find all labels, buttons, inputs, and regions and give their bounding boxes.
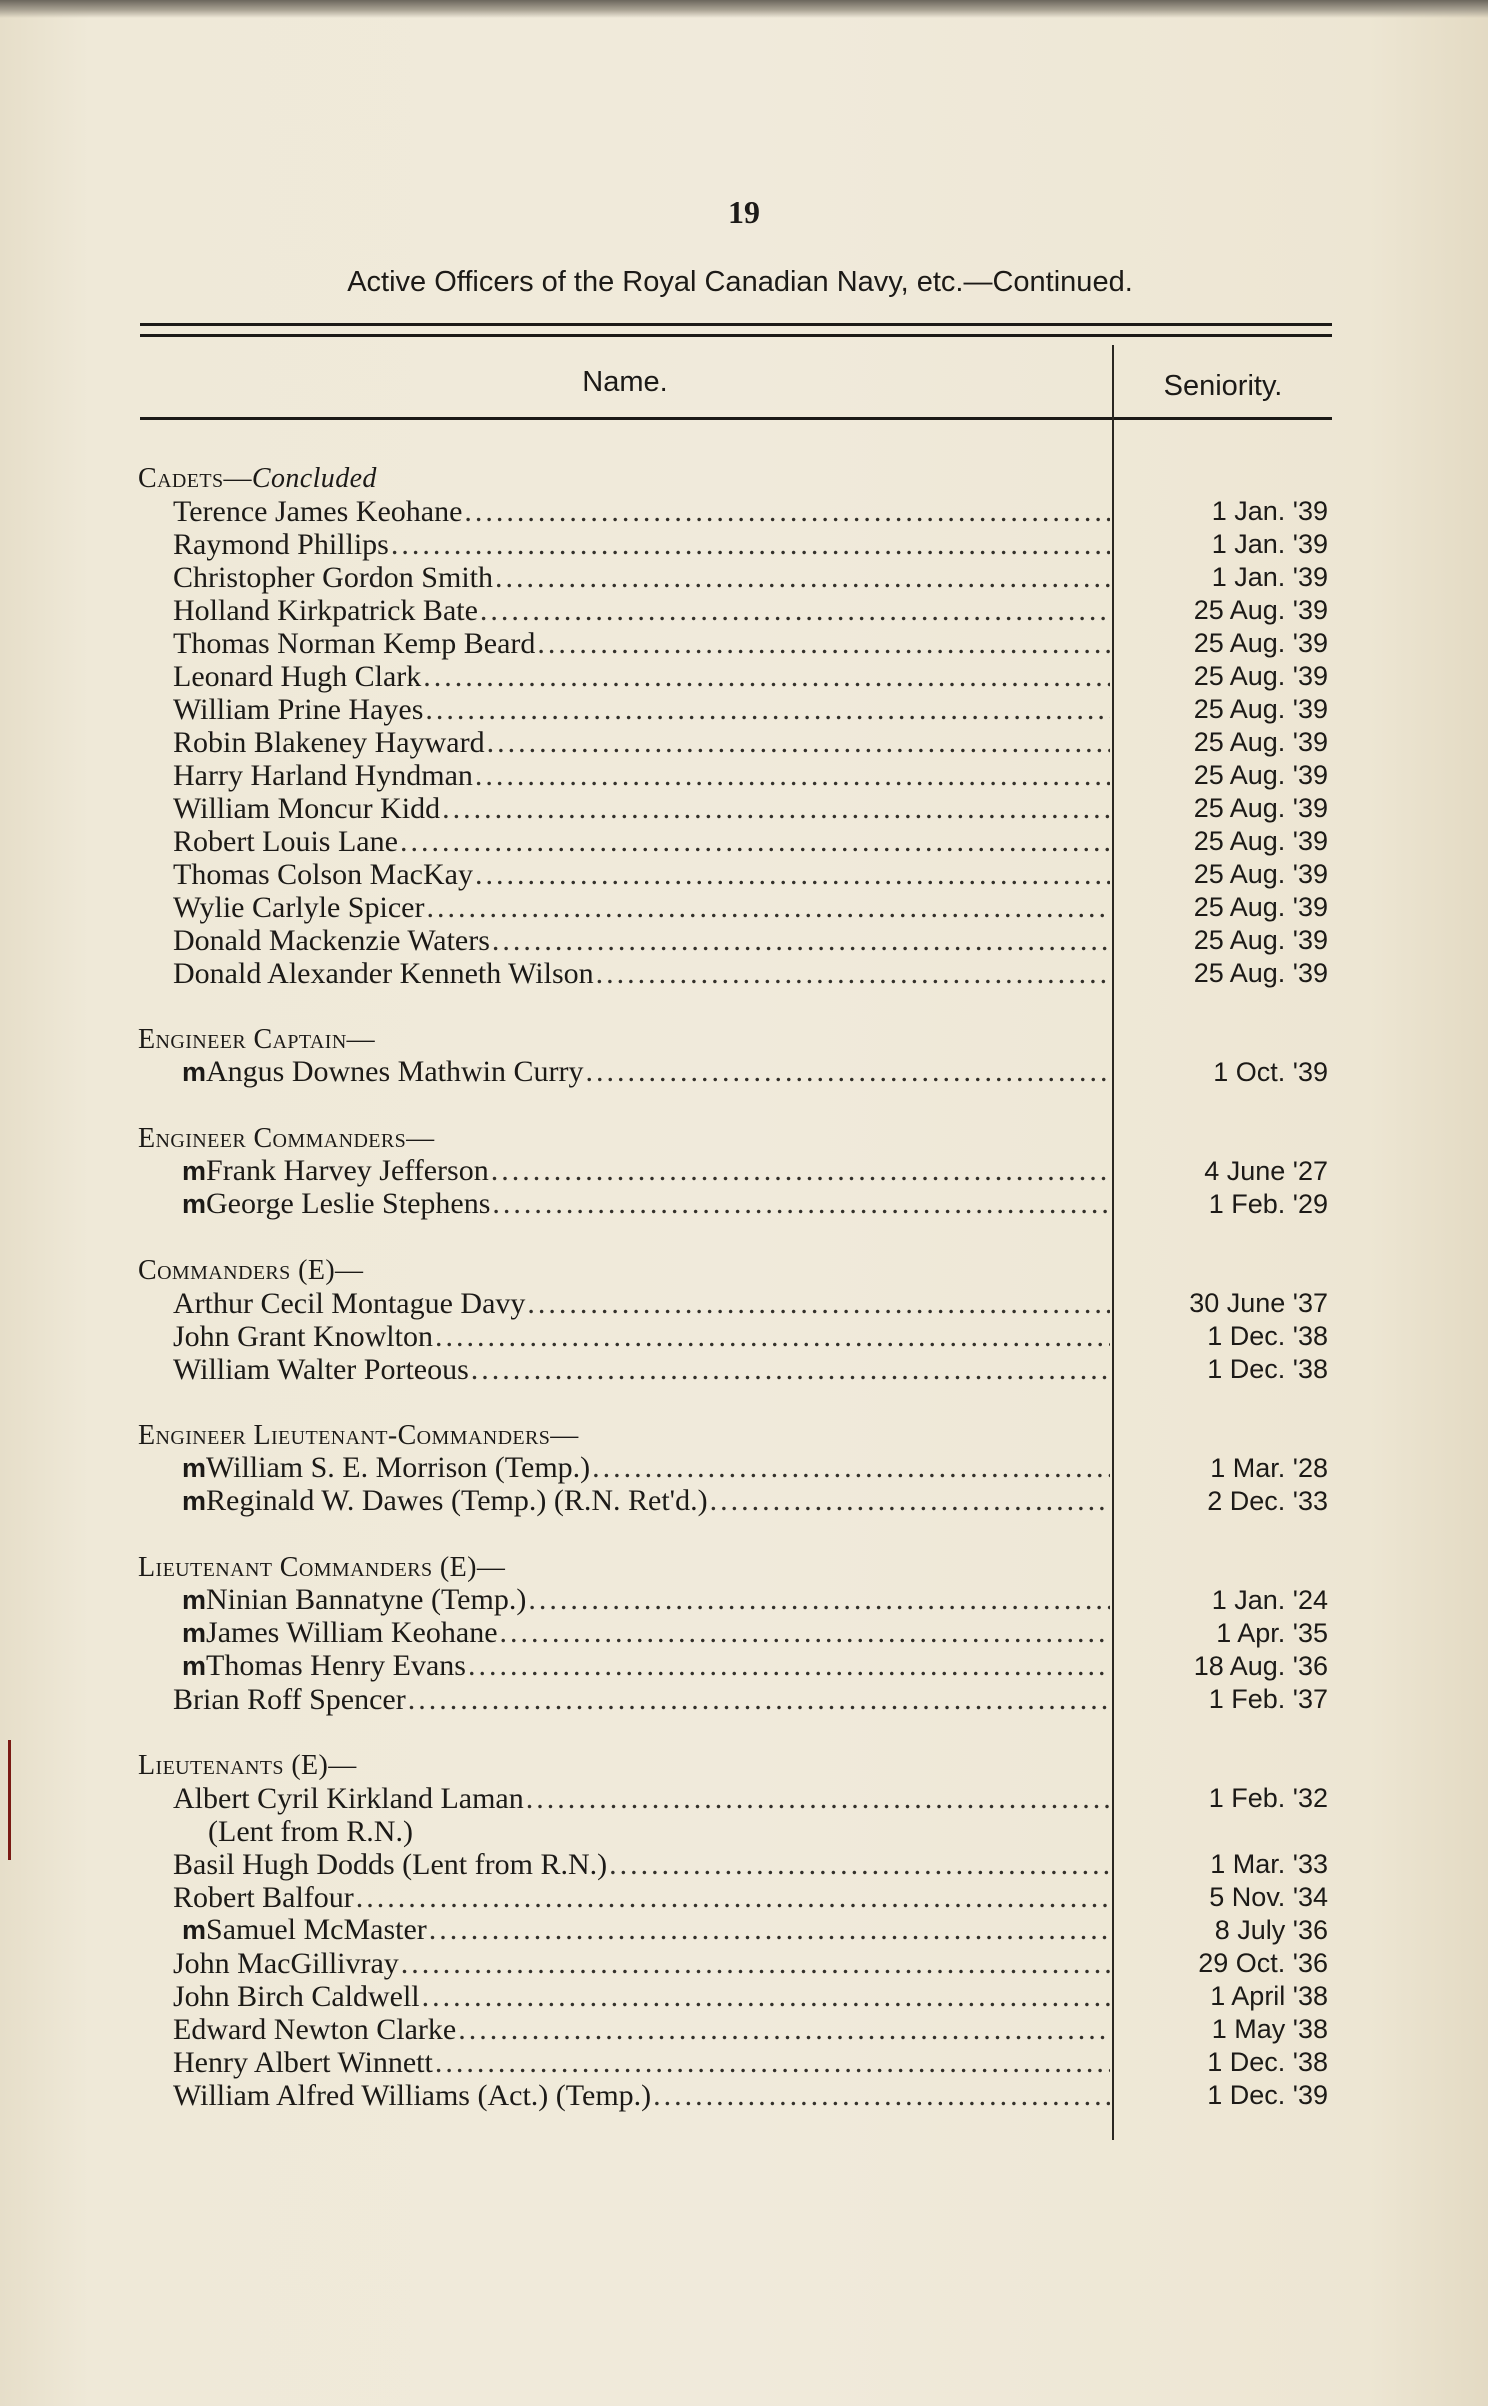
- column-header-name: Name.: [582, 366, 668, 398]
- seniority-date: 25 Aug. '39: [1193, 826, 1328, 856]
- officer-name-cell: [138, 1187, 1110, 1221]
- dot-leader: [584, 1055, 1111, 1089]
- dot-leader: [489, 1154, 1110, 1188]
- officer-name-cell: [138, 2079, 1110, 2112]
- officer-name-text: Holland Kirkpatrick Bate: [173, 594, 478, 627]
- dot-leader: [420, 1980, 1110, 2013]
- officer-name-text: William Moncur Kidd: [173, 792, 441, 825]
- officer-name-cell: [138, 1055, 1110, 1089]
- officer-name-text: Wylie Carlyle Spicer: [173, 891, 425, 924]
- page-top-edge: [0, 0, 1488, 18]
- seniority-date: 25 Aug. '39: [1193, 925, 1328, 955]
- section-heading: [138, 1419, 1334, 1452]
- officer-row: [138, 495, 1334, 528]
- seniority-date: 1 Dec. '38: [1207, 1321, 1328, 1351]
- officer-row: [138, 1155, 1334, 1188]
- officer-row: [138, 1683, 1334, 1716]
- seniority-date: 25 Aug. '39: [1193, 628, 1328, 658]
- officer-name: [138, 2046, 433, 2079]
- section: [138, 1551, 1334, 1716]
- officer-mark: m: [182, 1057, 207, 1087]
- officer-name: [138, 594, 478, 627]
- dot-leader: [490, 1187, 1110, 1221]
- officer-row: [138, 1650, 1334, 1683]
- officer-name-text: Henry Albert Winnett: [173, 2046, 433, 2079]
- seniority-date: 25 Aug. '39: [1193, 661, 1328, 691]
- dot-leader: [440, 792, 1110, 825]
- seniority-date: 1 Jan. '39: [1211, 496, 1328, 526]
- officer-name-cell: [138, 528, 1110, 561]
- dot-leader: [389, 528, 1110, 561]
- officer-name-text: Ninian Bannatyne (Temp.): [206, 1583, 527, 1616]
- officer-name-text: Albert Cyril Kirkland Laman: [173, 1782, 524, 1815]
- dot-leader: [421, 660, 1110, 693]
- officer-name-cell: [138, 693, 1110, 726]
- officer-row: [138, 759, 1334, 792]
- officer-name: [138, 825, 398, 858]
- officer-name: [138, 1451, 590, 1485]
- officer-row: [138, 1056, 1334, 1089]
- dot-leader: [524, 1782, 1110, 1815]
- officer-name-text: Terence James Keohane: [173, 495, 463, 528]
- officer-name: [138, 693, 423, 726]
- dot-leader: [433, 1320, 1110, 1353]
- officer-name: [138, 1947, 399, 1980]
- officer-row: [138, 627, 1334, 660]
- dot-leader: [535, 627, 1110, 660]
- officer-name-cell: [138, 1154, 1110, 1188]
- officer-name: [138, 1154, 489, 1188]
- officer-name-cell: [138, 759, 1110, 792]
- officer-name-text: Basil Hugh Dodds (Lent from R.N.): [173, 1848, 608, 1881]
- officer-name: [138, 1848, 607, 1881]
- column-header-rule: [140, 417, 1332, 420]
- officer-name-cell: [138, 1782, 1110, 1815]
- seniority-date: 18 Aug. '36: [1193, 1651, 1328, 1681]
- officer-name: [138, 561, 493, 594]
- section-heading: [138, 1122, 1334, 1155]
- seniority-date: 1 Feb. '37: [1208, 1684, 1328, 1714]
- officer-name: [138, 1913, 427, 1947]
- officer-name-text: Brian Roff Spencer: [173, 1683, 406, 1716]
- officer-row: [138, 1617, 1334, 1650]
- seniority-date: 5 Nov. '34: [1209, 1882, 1328, 1912]
- dot-leader: [406, 1683, 1110, 1716]
- section: [138, 1254, 1334, 1386]
- section-heading: [138, 462, 1334, 495]
- officer-row: [138, 2046, 1334, 2079]
- officer-name: [138, 660, 421, 693]
- officer-name-text: John Grant Knowlton: [173, 1320, 433, 1353]
- officer-name-text: John MacGillivray: [173, 1947, 399, 1980]
- seniority-date: 1 Feb. '32: [1208, 1783, 1328, 1813]
- seniority-date: 1 Apr. '35: [1216, 1618, 1328, 1648]
- seniority-date: 25 Aug. '39: [1193, 958, 1328, 988]
- seniority-date: 1 Mar. '33: [1210, 1849, 1328, 1879]
- page-number: 19: [728, 194, 760, 230]
- seniority-date: 1 Dec. '38: [1207, 2047, 1328, 2077]
- officer-name-cell: [138, 957, 1110, 990]
- officer-name-text: William Prine Hayes: [173, 693, 424, 726]
- officer-name-text: Donald Mackenzie Waters: [173, 924, 490, 957]
- column-header-seniority: Seniority.: [1163, 370, 1283, 402]
- officer-name-cell: [138, 1287, 1110, 1320]
- officer-name: [138, 957, 594, 990]
- officer-name-cell: [138, 1848, 1110, 1881]
- dot-leader: [478, 594, 1110, 627]
- officer-name-cell: [138, 1881, 1110, 1914]
- seniority-date: 1 May '38: [1211, 2014, 1328, 2044]
- dot-leader: [462, 495, 1110, 528]
- dot-leader: [469, 1353, 1110, 1386]
- officer-name: [138, 924, 490, 957]
- officer-row: [138, 957, 1334, 990]
- officer-name: [138, 726, 485, 759]
- officer-name-cell: [138, 1649, 1110, 1683]
- officer-name-cell: [138, 1320, 1110, 1353]
- officer-name-text: Robert Louis Lane: [173, 825, 398, 858]
- officer-name: [138, 1649, 466, 1683]
- seniority-date: 1 Dec. '39: [1207, 2080, 1328, 2110]
- officer-name: [138, 2013, 456, 2046]
- dot-leader: [594, 957, 1110, 990]
- section-heading-text: Engineer Captain—: [138, 1024, 376, 1055]
- officer-row: [138, 660, 1334, 693]
- seniority-date: 29 Oct. '36: [1198, 1948, 1328, 1978]
- seniority-date: 1 Oct. '39: [1213, 1057, 1328, 1087]
- section-heading: [138, 1254, 1334, 1287]
- dot-leader: [485, 726, 1110, 759]
- seniority-date: 25 Aug. '39: [1193, 595, 1328, 625]
- officer-name-cell: [138, 627, 1110, 660]
- section: [138, 1749, 1334, 2112]
- officer-row: [138, 825, 1334, 858]
- officer-name: [138, 1353, 469, 1386]
- officer-row: [138, 1947, 1334, 1980]
- section-heading-italic: Concluded: [251, 463, 377, 494]
- dot-leader: [433, 2046, 1110, 2079]
- officer-row: [138, 693, 1334, 726]
- officer-name-cell: [138, 891, 1110, 924]
- officer-mark: m: [182, 1585, 207, 1615]
- seniority-date: 30 June '37: [1189, 1288, 1328, 1318]
- title-double-rule: [140, 323, 1332, 337]
- section-heading-text: Lieutenant Commanders (E)—: [138, 1552, 506, 1583]
- dot-leader: [424, 891, 1110, 924]
- officer-name-cell: [138, 1451, 1110, 1485]
- officer-name-cell: [138, 2013, 1110, 2046]
- officer-row: [138, 561, 1334, 594]
- officer-name-cell: [138, 495, 1110, 528]
- seniority-date: 1 April '38: [1210, 1981, 1328, 2011]
- seniority-date: 1 Feb. '29: [1208, 1189, 1328, 1219]
- seniority-date: 25 Aug. '39: [1193, 892, 1328, 922]
- officer-name-text: Leonard Hugh Clark: [173, 660, 422, 693]
- dot-leader: [456, 2013, 1110, 2046]
- officer-row: [138, 2079, 1334, 2112]
- officer-row: [138, 2013, 1334, 2046]
- dot-leader: [607, 1848, 1110, 1881]
- officer-name: [138, 1484, 708, 1518]
- officer-name: [138, 759, 473, 792]
- officer-name-cell: [138, 594, 1110, 627]
- dot-leader: [399, 1947, 1110, 1980]
- officer-name: [138, 891, 424, 924]
- officer-name-text: Arthur Cecil Montague Davy: [173, 1287, 526, 1320]
- section-heading-text: Lieutenants (E)—: [138, 1750, 357, 1781]
- officer-name: [138, 528, 389, 561]
- dot-leader: [473, 858, 1110, 891]
- officer-row: [138, 1980, 1334, 2013]
- officer-name-text: Samuel McMaster: [206, 1913, 427, 1946]
- officer-name: [138, 1187, 490, 1221]
- officer-row: [138, 528, 1334, 561]
- officer-name-text: Edward Newton Clarke: [173, 2013, 457, 2046]
- officer-row: [138, 726, 1334, 759]
- officer-mark: m: [182, 1915, 207, 1945]
- officer-name: [138, 1583, 526, 1617]
- dot-leader: [398, 825, 1110, 858]
- dot-leader: [526, 1583, 1110, 1617]
- officer-name-text: Robin Blakeney Hayward: [173, 726, 485, 759]
- officer-name-text: Raymond Phillips: [173, 528, 389, 561]
- dot-leader: [708, 1484, 1110, 1518]
- officer-mark: m: [182, 1453, 207, 1483]
- officer-row: [138, 594, 1334, 627]
- officer-name-text: Reginald W. Dawes (Temp.) (R.N. Ret'd.): [206, 1484, 708, 1517]
- officer-name-text: Angus Downes Mathwin Curry: [206, 1055, 584, 1088]
- officer-name-text: James William Keohane: [206, 1616, 498, 1649]
- officer-row: [138, 1782, 1334, 1815]
- dot-leader: [473, 759, 1110, 792]
- seniority-date: 1 Jan. '39: [1211, 529, 1328, 559]
- officer-mark: m: [182, 1486, 207, 1516]
- section-heading: [138, 1023, 1334, 1056]
- officer-name-text: Thomas Colson MacKay: [173, 858, 473, 891]
- dot-leader: [423, 693, 1110, 726]
- officer-name-cell: [138, 1683, 1110, 1716]
- officer-name: [138, 1782, 524, 1815]
- officer-row: [138, 1848, 1334, 1881]
- section: [138, 1122, 1334, 1221]
- dot-leader: [498, 1616, 1110, 1650]
- officer-name-continuation: (Lent from R.N.): [208, 1815, 413, 1848]
- dot-leader: [493, 561, 1110, 594]
- officer-name: [138, 495, 462, 528]
- dot-leader: [466, 1649, 1110, 1683]
- dot-leader: [427, 1913, 1110, 1947]
- officer-name-cell: [138, 1353, 1110, 1386]
- officer-name-cell: [138, 1484, 1110, 1518]
- officer-name: [138, 858, 473, 891]
- officer-name-cell: [138, 792, 1110, 825]
- officer-name-text: William S. E. Morrison (Temp.): [206, 1451, 591, 1484]
- officer-mark: m: [182, 1189, 207, 1219]
- dot-leader: [354, 1881, 1110, 1914]
- page-title: Active Officers of the Royal Canadian Navy, etc.—Continued.: [347, 266, 1133, 298]
- officer-mark: m: [182, 1618, 207, 1648]
- section-heading-text: Cadets—: [138, 463, 252, 494]
- dot-leader: [490, 924, 1110, 957]
- section-heading-text: Commanders (E)—: [138, 1255, 364, 1286]
- officer-row: [138, 924, 1334, 957]
- officer-row: [138, 1320, 1334, 1353]
- dot-leader: [590, 1451, 1110, 1485]
- officer-name-text: Robert Balfour: [173, 1881, 354, 1914]
- officer-name-cell: [138, 825, 1110, 858]
- officer-name-text: Frank Harvey Jefferson: [206, 1154, 489, 1187]
- section: [138, 1419, 1334, 1518]
- officer-name: [138, 1055, 584, 1089]
- seniority-date: 25 Aug. '39: [1193, 793, 1328, 823]
- officer-mark: m: [182, 1651, 207, 1681]
- officer-mark: m: [182, 1156, 207, 1186]
- officer-name: [138, 1683, 406, 1716]
- officer-name-cell: [138, 561, 1110, 594]
- officer-name-cell: [138, 924, 1110, 957]
- dot-leader: [525, 1287, 1110, 1320]
- officer-name-text: William Alfred Williams (Act.) (Temp.): [173, 2079, 652, 2112]
- seniority-date: 1 Jan. '24: [1211, 1585, 1328, 1615]
- officer-row: [138, 1485, 1334, 1518]
- officer-name: [138, 627, 535, 660]
- officer-row: [138, 891, 1334, 924]
- seniority-date: 1 Jan. '39: [1211, 562, 1328, 592]
- seniority-date: 8 July '36: [1214, 1915, 1328, 1945]
- dot-leader: [651, 2079, 1110, 2112]
- officer-name-text: John Birch Caldwell: [173, 1980, 420, 2013]
- officer-name-text: Harry Harland Hyndman: [173, 759, 473, 792]
- officer-name-text: Christopher Gordon Smith: [173, 561, 493, 594]
- section-heading: [138, 1749, 1334, 1782]
- officer-name-cell: [138, 1913, 1110, 1947]
- officer-name-cell: [138, 660, 1110, 693]
- section-heading-text: Engineer Commanders—: [138, 1123, 435, 1154]
- seniority-date: 25 Aug. '39: [1193, 760, 1328, 790]
- section-heading: [138, 1551, 1334, 1584]
- seniority-date: 4 June '27: [1204, 1156, 1328, 1186]
- seniority-date: 1 Mar. '28: [1210, 1453, 1328, 1483]
- officer-name-text: Donald Alexander Kenneth Wilson: [173, 957, 594, 990]
- officer-name: [138, 1616, 498, 1650]
- section: [138, 1023, 1334, 1089]
- officer-name: [138, 2079, 651, 2112]
- officer-row: [138, 1584, 1334, 1617]
- officer-name-text: William Walter Porteous: [173, 1353, 469, 1386]
- officer-row: [138, 1881, 1334, 1914]
- margin-mark: [8, 1740, 11, 1860]
- seniority-date: 25 Aug. '39: [1193, 859, 1328, 889]
- section: [138, 462, 1334, 990]
- officer-row: [138, 1914, 1334, 1947]
- officer-row: [138, 1287, 1334, 1320]
- seniority-date: 1 Dec. '38: [1207, 1354, 1328, 1384]
- officer-name: [138, 1320, 433, 1353]
- officer-row: [138, 1188, 1334, 1221]
- officer-name-cell: [138, 858, 1110, 891]
- officer-name-cell: [138, 1980, 1110, 2013]
- officer-list: [138, 462, 1334, 2145]
- officer-name-cell: [138, 2046, 1110, 2079]
- officer-name-cell: [138, 1583, 1110, 1617]
- seniority-date: 25 Aug. '39: [1193, 727, 1328, 757]
- officer-row: [138, 1353, 1334, 1386]
- section-heading-text: Engineer Lieutenant-Commanders—: [138, 1420, 579, 1451]
- officer-row: [138, 1452, 1334, 1485]
- officer-row: [138, 858, 1334, 891]
- officer-name-cell: [138, 1616, 1110, 1650]
- seniority-date: 25 Aug. '39: [1193, 694, 1328, 724]
- officer-name-cell: [138, 726, 1110, 759]
- officer-name: [138, 792, 440, 825]
- officer-name-cell: [138, 1947, 1110, 1980]
- officer-name: [138, 1980, 420, 2013]
- seniority-date: 2 Dec. '33: [1207, 1486, 1328, 1516]
- officer-name-text: Thomas Henry Evans: [206, 1649, 466, 1682]
- officer-name: [138, 1287, 525, 1320]
- officer-name-text: George Leslie Stephens: [206, 1187, 491, 1220]
- officer-name: [138, 1881, 354, 1914]
- officer-row: [138, 792, 1334, 825]
- officer-name-text: Thomas Norman Kemp Beard: [173, 627, 536, 660]
